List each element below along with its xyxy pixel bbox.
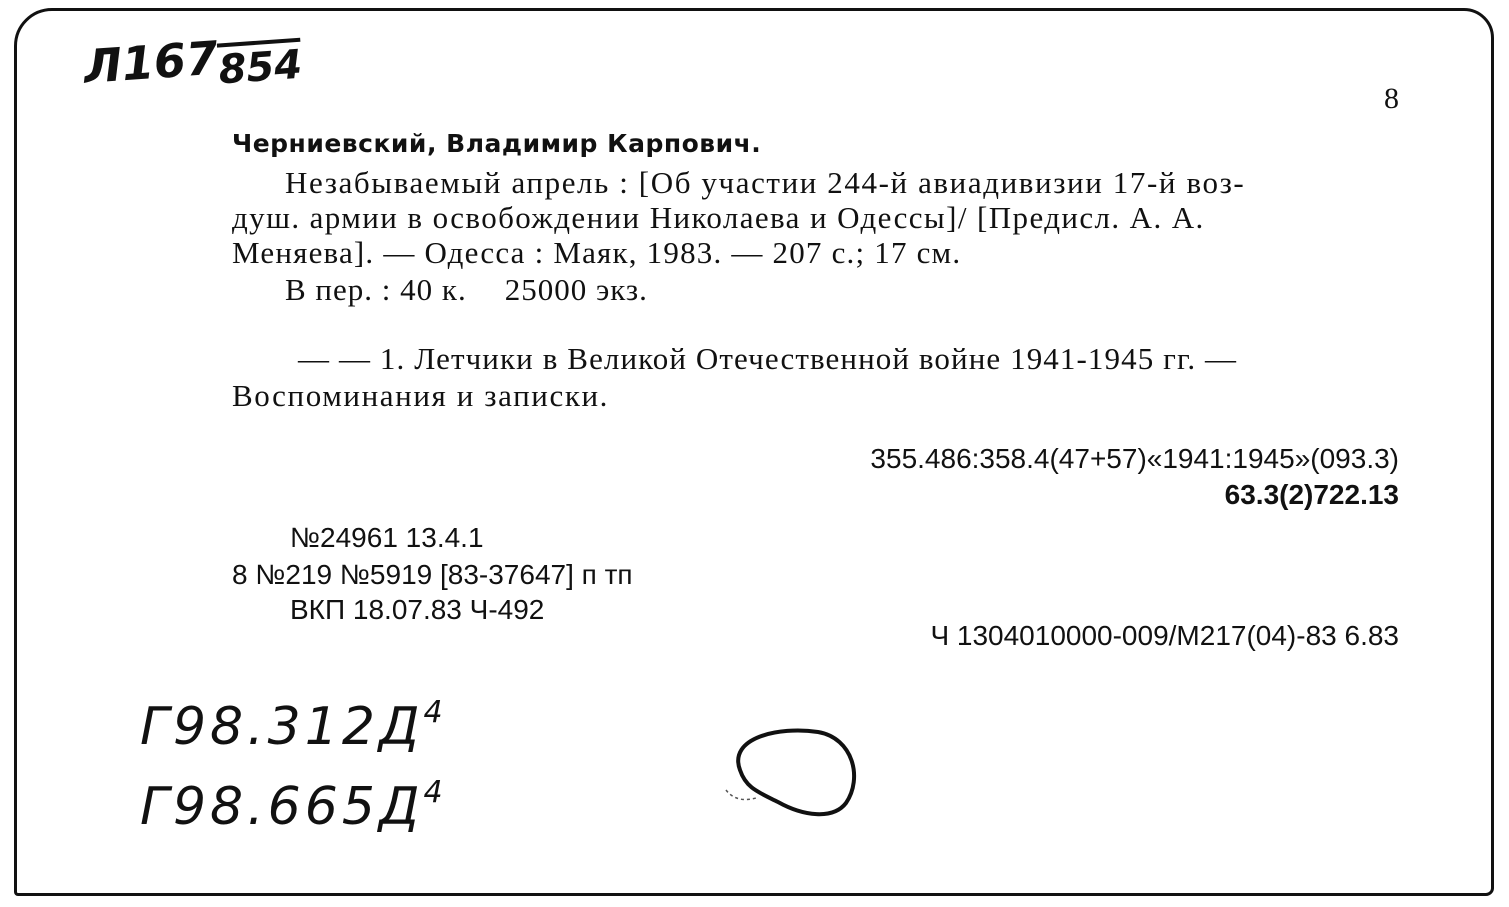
call-number-1-sup: 4 [423,695,447,730]
registration-line-1: №24961 13.4.1 [290,522,484,553]
publisher-code-line: Ч 1304010000-009/М217(04)-83 6.83 [930,620,1399,651]
call-number-1 [140,695,447,757]
call-number-2-main: Г98.665Д [140,777,424,837]
call-number-1-main: Г98.312Д [140,697,424,757]
subject-line-2: Воспоминания и записки. [232,378,610,413]
title-line-3: Меняева]. — Одесса : Маяк, 1983. — 207 с.; 17 см. [232,235,962,270]
oval-stamp-mark [718,718,868,828]
registration-line-3: ВКП 18.07.83 Ч-492 [290,594,545,625]
price: В пер. : 40 к. [285,272,467,307]
call-number-2 [140,775,447,837]
shelf-mark-main: Л167 [82,30,220,94]
registration-line-2: 8 №219 №5919 [83-37647] п тп [232,559,633,590]
corner-mark: 8 [1384,82,1399,115]
title-line-1: Незабываемый апрель : [Об участии 244-й авиадивизии 17-й воз- [285,165,1246,200]
price-line [285,272,648,308]
bbk-index: 63.3(2)722.13 [1224,479,1399,510]
title-line-2: душ. армии в освобождении Николаева и Одессы]/ [Предисл. А. А. [232,200,1205,235]
stamp-trace [726,790,756,800]
udc-index: 355.486:358.4(47+57)«1941:1945»(093.3) [870,443,1399,474]
oval-stamp-shape [738,731,854,815]
subject-line-1: — — 1. Летчики в Великой Отечественной войне 1941-1945 гг. — [298,341,1238,376]
shelf-mark-sub: 854 [217,41,304,94]
call-number-2-sup: 4 [423,775,447,810]
copies: 25000 экз. [504,272,648,307]
author-heading: Черниевский, Владимир Карпович. [232,129,762,158]
